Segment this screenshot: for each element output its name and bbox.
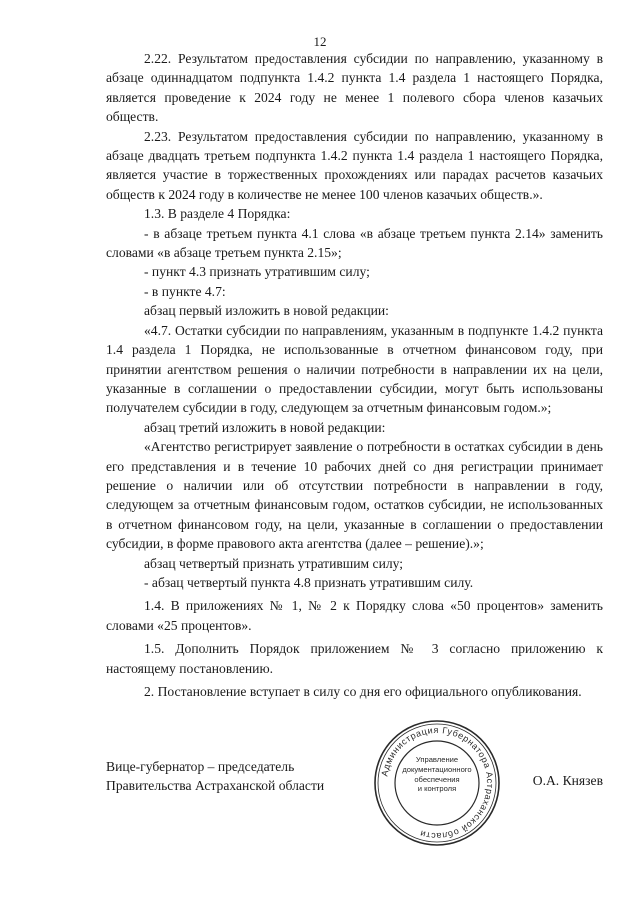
official-stamp: [372, 718, 502, 848]
paragraph-item-4-7: - в пункте 4.7:: [144, 283, 226, 299]
signatory-title-line1: Вице-губернатор – председатель: [106, 759, 295, 774]
paragraph-quote-agency: «Агентство регистрирует заявление о потребности в остатках субсидии в день его представления и в течение 10 рабочих дней со дня регистрации принимает решение о наличии или об отсутствии потребности в направлении в году, следующем за отчетным финансовым годом, остатков субсидии, не использованных в отчетном финансовом году, на цели, указанные в соглашении о предоставлении субсидии, в форме правового акта агентства (далее – решение).»;: [106, 439, 603, 552]
stamp-line-2: документационного: [402, 764, 472, 774]
paragraph-1-3: 1.3. В разделе 4 Порядка:: [144, 206, 291, 222]
paragraph-abzac-3: абзац третий изложить в новой редакции:: [144, 419, 386, 435]
paragraph-1-5: 1.5. Дополнить Порядок приложением № 3 согласно приложению к настоящему постановлению.: [106, 641, 603, 676]
paragraph-quote-4-7: «4.7. Остатки субсидии по направлениям, указанным в подпункте 1.4.2 пункта 1.4 раздела 1 Порядка, не использованные в отчетном финансовом году, при принятии агентством решения о наличии потребности в направлении их на цели, указанные в соглашении о предоставлении субсидии, могут быть использованы получателем субсидии в году, следующем за отчетным финансовым годом.»;: [106, 322, 603, 416]
document-body: [106, 49, 603, 701]
paragraph-item-4-8: - абзац четвертый пункта 4.8 признать утратившим силу.: [144, 574, 474, 590]
paragraph-1-4: 1.4. В приложениях № 1, № 2 к Порядку слова «50 процентов» заменить словами «25 процентов».: [106, 598, 603, 633]
stamp-line-1: Управление: [415, 755, 459, 764]
signatory-title: [106, 757, 324, 796]
signatory-title-line2: Правительства Астраханской области: [106, 778, 325, 794]
paragraph-2-22: 2.22. Результатом предоставления субсидии по направлению, указанному в абзаце одиннадцатом подпункта 1.4.2 пункта 1.4 раздела 1 настоящего Порядка, является проведение к 2024 году не менее 1 полевого сбора членов казачьих обществ.: [106, 51, 603, 125]
paragraph-2: 2. Постановление вступает в силу со дня его официального опубликования.: [144, 684, 582, 699]
paragraph-abzac-1: абзац первый изложить в новой редакции:: [144, 303, 389, 319]
stamp-line-3: обеспечения: [414, 774, 460, 784]
paragraph-2-23: 2.23. Результатом предоставления субсидии по направлению, указанному в абзаце двадцать третьем подпункта 1.4.2 пункта 1.4 раздела 1 настоящего Порядка, является участие в торжественных прохождениях или парадах расчетов казачьих обществ к 2024 году в количестве не менее 100 членов казачьих обществ.».: [106, 128, 603, 202]
paragraph-item-4-1: - в абзаце третьем пункта 4.1 слова «в абзаце третьем пункта 2.14» заменить словами «в абзаце третьем пункта 2.15»;: [106, 225, 603, 261]
signature-block: [106, 757, 603, 837]
paragraph-item-4-3: - пункт 4.3 признать утратившим силу;: [144, 264, 370, 280]
stamp-center-text: [402, 755, 472, 794]
page-number: 12: [313, 34, 327, 49]
stamp-line-4: и контроля: [417, 784, 457, 794]
svg-text:Администрация Губернатора Астр: Администрация Губернатора Астраханской области: [379, 724, 496, 842]
paragraph-abzac-4: абзац четвертый признать утратившим силу;: [144, 555, 404, 571]
signatory-name: О.А. Князев: [532, 773, 603, 788]
